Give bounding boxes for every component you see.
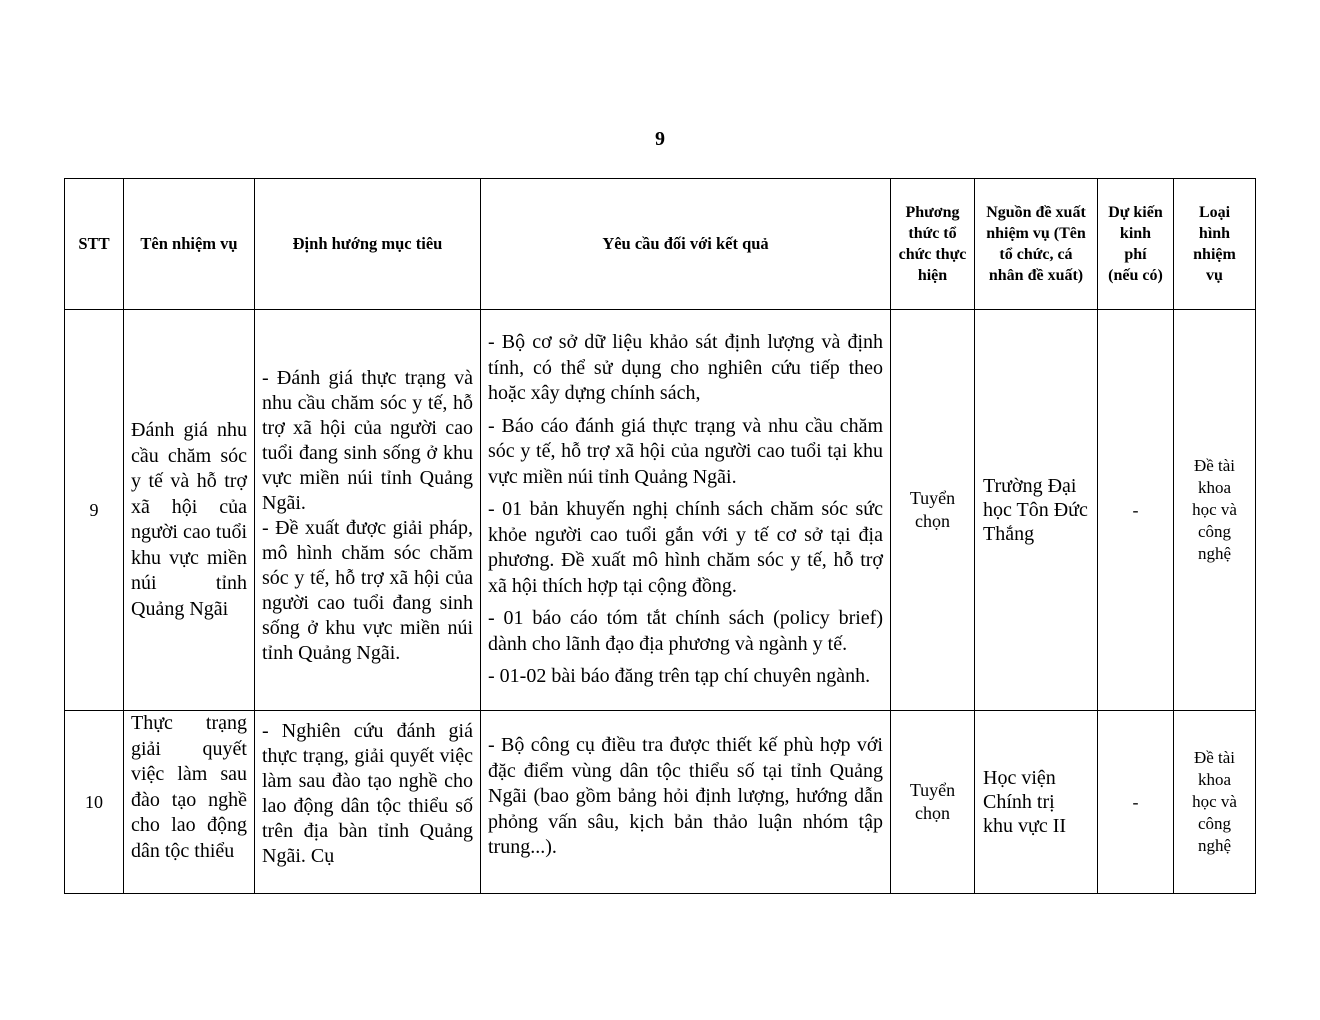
row-stt: 10 [65, 711, 124, 894]
row-ten-text: Thực trạng giải quyết việc làm sau đào tạo nghề cho lao động dân tộc thiểu [131, 712, 247, 862]
header-row [65, 179, 1256, 310]
row-nguon-de-xuat: Trường Đại học Tôn Đức Thắng [975, 310, 1098, 711]
row-loai-hinh-text: Đề tài khoa học và công nghệ [1192, 748, 1237, 855]
row-ten-nhiem-vu [124, 711, 255, 894]
row-dinh-huong [255, 711, 481, 894]
row-ten-nhiem-vu [124, 310, 255, 711]
row-phuong-thuc-text: Tuyển chọn [909, 488, 956, 531]
row-stt: 9 [65, 310, 124, 711]
header-yeu-cau: Yêu cầu đối với kết quả [481, 179, 891, 310]
page-number: 9 [655, 128, 665, 150]
row-loai-hinh [1174, 310, 1256, 711]
table-row [65, 310, 1256, 711]
yeu-cau-item: - Báo cáo đánh giá thực trạng và nhu cầu chăm sóc y tế, hỗ trợ xã hội của người cao tuổi tại khu vực miền núi tỉnh Quảng Ngãi. [488, 414, 883, 488]
row-yeu-cau [481, 711, 891, 894]
row-phuong-thuc [891, 711, 975, 894]
row-phuong-thuc-text: Tuyển chọn [909, 780, 956, 823]
dinh-huong-item: - Đề xuất được giải pháp, mô hình chăm sóc chăm sóc y tế, hỗ trợ xã hội của người cao tuổi đang sinh sống ở khu vực miền núi tỉnh Quảng Ngãi. [262, 517, 473, 664]
row-loai-hinh [1174, 711, 1256, 894]
yeu-cau-item: - 01 bản khuyến nghị chính sách chăm sóc sức khỏe người cao tuổi gắn với y tế cơ sở tại địa phương. Đề xuất mô hình chăm sóc y tế, hỗ trợ xã hội thích hợp tại cộng đồng. [488, 498, 883, 597]
row-kinh-phi: - [1098, 310, 1174, 711]
row-kinh-phi: - [1098, 711, 1174, 894]
header-nguon-de-xuat [975, 179, 1098, 310]
row-phuong-thuc [891, 310, 975, 711]
table-row [65, 711, 1256, 894]
row-dinh-huong [255, 310, 481, 711]
row-loai-hinh-text: Đề tài khoa học và công nghệ [1192, 456, 1237, 563]
header-kinh-phi: Dự kiến kinh phí (nếu có) [1098, 179, 1174, 310]
dinh-huong-item: - Đánh giá thực trạng và nhu cầu chăm sóc y tế, hỗ trợ xã hội của người cao tuổi đang sinh sống ở khu vực miền núi tỉnh Quảng Ngãi. [262, 367, 473, 514]
row-yeu-cau [481, 310, 891, 711]
yeu-cau-item: - 01-02 bài báo đăng trên tạp chí chuyên ngành. [488, 665, 871, 688]
yeu-cau-item: - Bộ cơ sở dữ liệu khảo sát định lượng và định tính, có thể sử dụng cho nghiên cứu tiếp theo hoặc xây dựng chính sách, [488, 331, 883, 405]
header-loai-hinh: Loại hình nhiệm vụ [1174, 179, 1256, 310]
header-phuong-thuc: Phương thức tổ chức thực hiện [891, 179, 975, 310]
row-ten-text: Đánh giá nhu cầu chăm sóc y tế và hỗ trợ xã hội của người cao tuổi khu vực miền núi tỉnh Quảng Ngãi [131, 419, 247, 620]
task-table [64, 178, 1256, 894]
header-stt: STT [65, 179, 124, 310]
yeu-cau-item: - Bộ công cụ điều tra được thiết kế phù hợp với đặc điểm vùng dân tộc thiểu số tại tỉnh Quảng Ngãi (bao gồm bảng hỏi định lượng, hướng dẫn phỏng vấn sâu, kịch bản thảo luận nhóm tập trung...). [488, 734, 883, 858]
dinh-huong-item: - Nghiên cứu đánh giá thực trạng, giải quyết việc làm sau đào tạo nghề cho lao động dân tộc thiểu số trên địa bàn tỉnh Quảng Ngãi. Cụ [262, 720, 473, 867]
header-dinh-huong: Định hướng mục tiêu [255, 179, 481, 310]
header-ten-nhiem-vu: Tên nhiệm vụ [124, 179, 255, 310]
header-nguon-text: Nguồn đề xuất nhiệm vụ (Tên tổ chức, cá nhân đề xuất) [986, 204, 1086, 284]
yeu-cau-item: - 01 báo cáo tóm tắt chính sách (policy brief) dành cho lãnh đạo địa phương và ngành y tế. [488, 607, 883, 655]
row-nguon-de-xuat: Học viện Chính trị khu vực II [975, 711, 1098, 894]
